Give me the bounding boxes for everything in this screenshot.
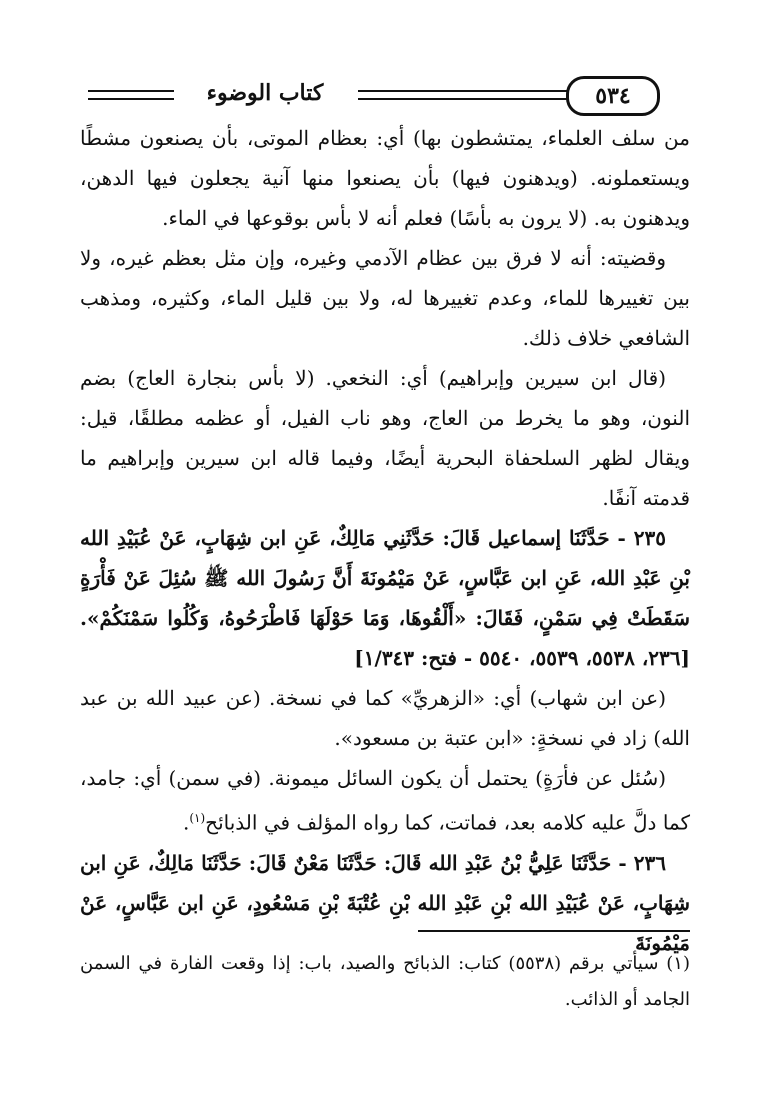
main-text <box>80 118 690 963</box>
paragraph: (قال ابن سيرين وإبراهيم) أي: النخعي. (لا بأس بنجارة العاج) بضم النون، وهو ما يخرط من العاج، وهو ناب الفيل، أو عظمه مطلقًا، قيل: ويقال لظهر السلحفاة البحرية أيضًا، وفيما قاله ابن سيرين وإبراهيم ما قدمته آنفًا. <box>80 366 690 510</box>
paragraph: وقضيته: أنه لا فرق بين عظام الآدمي وغيره، وإن مثل بعظم غيره، ولا بين تغييرها للماء، وعدم تغييرها له، ولا بين قليل الماء، وكثيره، ومذهب الشافعي خلاف ذلك. <box>80 246 690 350</box>
running-header <box>88 70 678 122</box>
footnote-divider <box>418 930 690 932</box>
footnote-marker: (١) <box>189 811 206 825</box>
header-rule-mid-bottom <box>358 98 568 100</box>
header-rule-left-top <box>88 90 174 92</box>
book-title: كتاب الوضوء <box>180 76 350 110</box>
paragraph-text: (سُئل عن فأرَةٍ) يحتمل أن يكون السائل ميمونة. (في سمن) أي: جامد، كما دلَّ عليه كلامه بعد، فماتت، كما رواه المؤلف في الذبائح <box>80 766 690 835</box>
hadith-paragraph: ٢٣٥ - حَدَّثَنَا إسماعيل قَالَ: حَدَّثَنِي مَالِكٌ، عَنِ ابن شِهَابٍ، عَنْ عُبَيْدِ الله بْنِ عَبْدِ الله، عَنِ ابن عَبَّاسٍ، عَنْ مَيْمُونَةَ أَنَّ رَسُولَ الله ﷺ سُئِلَ عَنْ فَأْرَةٍ سَقَطَتْ فِي سَمْنٍ، فَقَالَ: «أَلْقُوهَا، وَمَا حَوْلَهَا فَاطْرَحُوهُ، وَكُلُوا سَمْنَكُمْ». [٢٣٦، ٥٥٣٨، ٥٥٣٩، ٥٥٤٠ - فتح: ١/٣٤٣] <box>80 526 690 670</box>
paragraph-end: . <box>182 810 190 835</box>
page-number: ٥٣٤ <box>566 76 660 116</box>
paragraph: من سلف العلماء، يمتشطون بها) أي: بعظام الموتى، بأن يصنعون مشطًا ويستعملونه. (ويدهنون فيها) بأن يصنعوا منها آنية يجعلون فيها الدهن، ويدهنون به. (لا يرون به بأسًا) فعلم أنه لا بأس بوقوعها في الماء. <box>80 126 690 230</box>
paragraph: (عن ابن شهاب) أي: «الزهريِّ» كما في نسخة. (عن عبيد الله بن عبد الله) زاد في نسخةٍ: «ابن عتبة بن مسعود». <box>80 686 690 750</box>
header-rule-mid-top <box>358 90 568 92</box>
header-rule-left-bottom <box>88 98 174 100</box>
footnote: (١) سيأتي برقم (٥٥٣٨) كتاب: الذبائح والصيد، باب: إذا وقعت الفارة في السمن الجامد أو الذائب. <box>80 953 690 1010</box>
hadith-paragraph: ٢٣٦ - حَدَّثَنَا عَلِيُّ بْنُ عَبْدِ الله قَالَ: حَدَّثَنَا مَعْنٌ قَالَ: حَدَّثَنَا مَالِكٌ، عَنِ ابن شِهَابٍ، عَنْ عُبَيْدِ الله بْنِ عَبْدِ الله بْنِ عُتْبَةَ بْنِ مَسْعُودٍ، عَنِ ابن عَبَّاسٍ، عَنْ مَيْمُونَةَ <box>80 850 690 955</box>
paragraph <box>80 758 690 843</box>
